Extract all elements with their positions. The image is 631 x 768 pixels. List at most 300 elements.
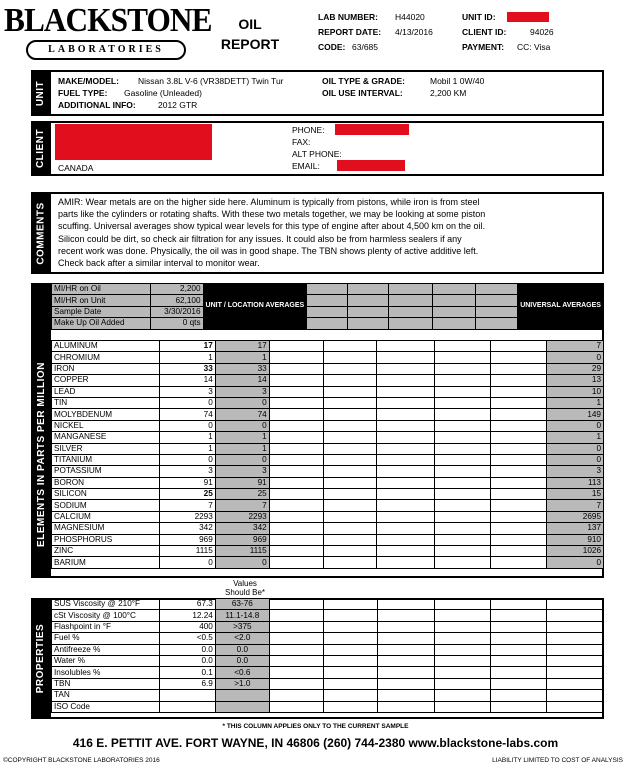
element-average: 1 <box>215 443 269 454</box>
element-name: CALCIUM <box>52 511 160 522</box>
empty-cell <box>377 489 435 500</box>
element-name: CHROMIUM <box>52 352 160 363</box>
empty-cell <box>491 477 547 488</box>
element-universal: 0 <box>547 557 604 568</box>
values-header-line2: Should Be* <box>224 588 266 597</box>
element-average: 91 <box>215 477 269 488</box>
empty-cell <box>491 667 547 678</box>
empty-cell <box>269 500 323 511</box>
title-line-1: OIL <box>238 16 262 32</box>
empty-cell <box>269 534 323 545</box>
empty-cell <box>433 306 475 317</box>
element-value: 0 <box>159 420 215 431</box>
property-row <box>52 667 604 678</box>
empty-cell <box>377 678 435 689</box>
empty-cell <box>269 690 323 701</box>
empty-cell <box>435 409 491 420</box>
liability-note: LIABILITY LIMITED TO COST OF ANALYSIS <box>492 757 623 764</box>
comments-text <box>58 196 602 269</box>
empty-cell <box>323 610 377 621</box>
empty-cell <box>435 500 491 511</box>
sample-value: 3/30/2016 <box>151 306 203 317</box>
empty-cell <box>323 432 377 443</box>
property-row <box>52 633 604 644</box>
element-average: 969 <box>215 534 269 545</box>
oil-type-value: Mobil 1 0W/40 <box>430 76 485 86</box>
empty-cell <box>323 523 377 534</box>
property-row <box>52 599 604 610</box>
element-universal: 137 <box>547 523 604 534</box>
empty-cell <box>475 318 517 329</box>
empty-cell <box>377 546 435 557</box>
empty-cell <box>377 534 435 545</box>
empty-cell <box>269 477 323 488</box>
empty-cell <box>547 667 604 678</box>
empty-cell <box>323 500 377 511</box>
empty-cell <box>491 557 547 568</box>
element-value: 0 <box>159 454 215 465</box>
empty-cell <box>491 534 547 545</box>
element-name: ZINC <box>52 546 160 557</box>
empty-cell <box>491 701 547 712</box>
redacted-email <box>337 160 405 171</box>
empty-cell <box>269 466 323 477</box>
element-row <box>52 363 604 374</box>
empty-cell <box>547 701 604 712</box>
element-name: TITANIUM <box>52 454 160 465</box>
logo-sub-text: LABORATORIES <box>26 40 186 60</box>
empty-cell <box>435 375 491 386</box>
oil-interval-label: OIL USE INTERVAL: <box>322 88 403 98</box>
property-row <box>52 644 604 655</box>
empty-cell <box>547 678 604 689</box>
empty-cell <box>323 546 377 557</box>
empty-cell <box>269 667 323 678</box>
property-should-be: >1.0 <box>215 678 269 689</box>
element-row <box>52 466 604 477</box>
empty-cell <box>491 610 547 621</box>
empty-cell <box>377 644 435 655</box>
element-row <box>52 511 604 522</box>
element-row <box>52 341 604 352</box>
empty-cell <box>435 546 491 557</box>
empty-cell <box>269 523 323 534</box>
properties-table <box>51 598 604 713</box>
empty-cell <box>547 655 604 666</box>
element-universal: 15 <box>547 489 604 500</box>
empty-cell <box>377 466 435 477</box>
empty-cell <box>491 511 547 522</box>
property-should-be <box>215 690 269 701</box>
element-name: NICKEL <box>52 420 160 431</box>
property-value <box>159 690 215 701</box>
empty-cell <box>323 341 377 352</box>
empty-cell <box>491 341 547 352</box>
element-name: IRON <box>52 363 160 374</box>
lab-number-value: H44020 <box>395 12 425 22</box>
blackstone-logo <box>4 2 212 62</box>
element-universal: 10 <box>547 386 604 397</box>
property-should-be: 11.1-14.8 <box>215 610 269 621</box>
empty-cell <box>377 523 435 534</box>
empty-cell <box>377 557 435 568</box>
element-average: 0 <box>215 454 269 465</box>
copyright: ©COPYRIGHT BLACKSTONE LABORATORIES 2016 <box>3 757 160 764</box>
comment-line: Silicon could be dirt, so check air filtration for any issues. It could also be from harmless sealers if any <box>58 233 462 244</box>
element-row <box>52 500 604 511</box>
element-universal: 1 <box>547 397 604 408</box>
element-average: 1 <box>215 352 269 363</box>
report-date-value: 4/13/2016 <box>395 27 433 37</box>
property-row <box>52 610 604 621</box>
empty-cell <box>475 295 517 306</box>
fuel-type-value: Gasoline (Unleaded) <box>124 88 202 98</box>
empty-cell <box>491 454 547 465</box>
empty-cell <box>491 523 547 534</box>
empty-cell <box>475 306 517 317</box>
client-side-label: CLIENT <box>31 121 51 176</box>
redacted-unit-id <box>507 12 549 22</box>
empty-cell <box>435 523 491 534</box>
property-value: 400 <box>159 621 215 632</box>
property-name: Insolubles % <box>52 667 160 678</box>
empty-cell <box>435 621 491 632</box>
empty-cell <box>435 534 491 545</box>
oil-interval-value: 2,200 KM <box>430 88 467 98</box>
empty-cell <box>377 420 435 431</box>
empty-cell <box>323 621 377 632</box>
property-name: TAN <box>52 690 160 701</box>
empty-cell <box>323 489 377 500</box>
element-row <box>52 454 604 465</box>
element-name: MAGNESIUM <box>52 523 160 534</box>
empty-cell <box>491 352 547 363</box>
element-value: 969 <box>159 534 215 545</box>
property-value: <0.5 <box>159 633 215 644</box>
element-name: BARIUM <box>52 557 160 568</box>
empty-cell <box>377 621 435 632</box>
element-row <box>52 523 604 534</box>
property-value: 0.0 <box>159 655 215 666</box>
sample-row <box>52 284 604 295</box>
empty-cell <box>435 633 491 644</box>
empty-cell <box>323 420 377 431</box>
element-name: MOLYBDENUM <box>52 409 160 420</box>
sample-side-bar <box>31 283 51 330</box>
property-value: 0.1 <box>159 667 215 678</box>
element-value: 342 <box>159 523 215 534</box>
empty-cell <box>435 644 491 655</box>
element-value: 17 <box>159 341 215 352</box>
element-average: 2293 <box>215 511 269 522</box>
empty-cell <box>435 341 491 352</box>
element-row <box>52 386 604 397</box>
universal-averages-header: UNIVERSAL AVERAGES <box>518 284 604 330</box>
empty-cell <box>491 466 547 477</box>
element-name: SILICON <box>52 489 160 500</box>
element-universal: 0 <box>547 352 604 363</box>
sample-label: MI/HR on Oil <box>52 284 151 295</box>
sample-label: MI/HR on Unit <box>52 295 151 306</box>
empty-cell <box>435 432 491 443</box>
comment-line: Check back after a similar interval to monitor wear. <box>58 258 260 269</box>
element-universal: 29 <box>547 363 604 374</box>
empty-cell <box>323 557 377 568</box>
empty-cell <box>269 443 323 454</box>
element-value: 14 <box>159 375 215 386</box>
property-row <box>52 690 604 701</box>
empty-cell <box>323 409 377 420</box>
empty-cell <box>307 306 348 317</box>
client-country: CANADA <box>58 163 94 173</box>
redacted-phone <box>335 124 409 135</box>
element-value: 1 <box>159 432 215 443</box>
empty-cell <box>269 678 323 689</box>
element-name: COPPER <box>52 375 160 386</box>
element-value: 0 <box>159 397 215 408</box>
empty-cell <box>323 534 377 545</box>
empty-cell <box>269 644 323 655</box>
property-name: TBN <box>52 678 160 689</box>
property-row <box>52 655 604 666</box>
empty-cell <box>435 397 491 408</box>
empty-cell <box>491 363 547 374</box>
empty-cell <box>491 375 547 386</box>
element-universal: 1 <box>547 432 604 443</box>
property-name: SUS Viscosity @ 210°F <box>52 599 160 610</box>
element-universal: 149 <box>547 409 604 420</box>
column-note: * THIS COLUMN APPLIES ONLY TO THE CURRENT SAMPLE <box>222 723 409 730</box>
empty-cell <box>491 489 547 500</box>
property-row <box>52 701 604 712</box>
empty-cell <box>435 352 491 363</box>
empty-cell <box>307 295 348 306</box>
empty-cell <box>377 701 435 712</box>
empty-cell <box>435 557 491 568</box>
empty-cell <box>269 375 323 386</box>
property-value: 0.0 <box>159 644 215 655</box>
element-value: 7 <box>159 500 215 511</box>
empty-cell <box>377 454 435 465</box>
empty-cell <box>269 621 323 632</box>
empty-cell <box>323 511 377 522</box>
element-name: SILVER <box>52 443 160 454</box>
empty-cell <box>269 599 323 610</box>
comment-line: recent work was done. Physically, the oil was in good shape. The TBN shows plenty of active additive left. <box>58 245 479 256</box>
comment-line: AMIR: Wear metals are on the higher side here. Aluminum is typically from pistons, while iron is from steel <box>58 197 480 207</box>
empty-cell <box>323 667 377 678</box>
code-label: CODE: <box>318 42 346 52</box>
property-value: 6.9 <box>159 678 215 689</box>
comments-side-label: COMMENTS <box>31 192 51 274</box>
element-average: 3 <box>215 466 269 477</box>
empty-cell <box>377 500 435 511</box>
empty-cell <box>377 511 435 522</box>
element-row <box>52 420 604 431</box>
empty-cell <box>435 511 491 522</box>
empty-cell <box>269 701 323 712</box>
empty-cell <box>491 420 547 431</box>
empty-cell <box>435 454 491 465</box>
empty-cell <box>377 397 435 408</box>
element-universal: 0 <box>547 443 604 454</box>
empty-cell <box>269 386 323 397</box>
empty-cell <box>377 352 435 363</box>
empty-cell <box>491 599 547 610</box>
element-name: LEAD <box>52 386 160 397</box>
empty-cell <box>547 621 604 632</box>
empty-cell <box>323 678 377 689</box>
element-row <box>52 352 604 363</box>
element-value: 3 <box>159 466 215 477</box>
empty-cell <box>389 306 433 317</box>
empty-cell <box>269 352 323 363</box>
empty-cell <box>435 477 491 488</box>
element-value: 1 <box>159 443 215 454</box>
element-value: 0 <box>159 557 215 568</box>
code-value: 63/685 <box>352 42 378 52</box>
empty-cell <box>389 284 433 295</box>
element-row <box>52 477 604 488</box>
element-row <box>52 534 604 545</box>
element-name: ALUMINUM <box>52 341 160 352</box>
lab-number-label: LAB NUMBER: <box>318 12 378 22</box>
empty-cell <box>491 644 547 655</box>
property-value: 67.3 <box>159 599 215 610</box>
empty-cell <box>491 655 547 666</box>
empty-cell <box>269 341 323 352</box>
empty-cell <box>491 678 547 689</box>
sample-label: Make Up Oil Added <box>52 318 151 329</box>
alt-phone-label: ALT PHONE: <box>292 149 342 159</box>
empty-cell <box>323 633 377 644</box>
empty-cell <box>389 295 433 306</box>
empty-cell <box>435 610 491 621</box>
empty-cell <box>348 306 389 317</box>
empty-cell <box>491 621 547 632</box>
empty-cell <box>323 655 377 666</box>
property-row <box>52 621 604 632</box>
property-should-be: 63-76 <box>215 599 269 610</box>
empty-cell <box>269 546 323 557</box>
logo-main-text: BLACKSTONE <box>4 2 212 39</box>
element-value: 25 <box>159 489 215 500</box>
title-line-2: REPORT <box>220 36 280 52</box>
element-average: 33 <box>215 363 269 374</box>
unit-id-label: UNIT ID: <box>462 12 496 22</box>
empty-cell <box>323 701 377 712</box>
sample-info-table <box>51 283 604 330</box>
client-id-value: 94026 <box>530 27 554 37</box>
empty-cell <box>491 546 547 557</box>
element-universal: 1026 <box>547 546 604 557</box>
element-name: MANGANESE <box>52 432 160 443</box>
empty-cell <box>433 295 475 306</box>
empty-cell <box>547 644 604 655</box>
unit-averages-header: UNIT / LOCATION AVERAGES <box>203 284 307 330</box>
empty-cell <box>323 466 377 477</box>
property-name: Water % <box>52 655 160 666</box>
empty-cell <box>435 701 491 712</box>
element-name: PHOSPHORUS <box>52 534 160 545</box>
empty-cell <box>377 477 435 488</box>
empty-cell <box>491 386 547 397</box>
empty-cell <box>348 284 389 295</box>
empty-cell <box>377 633 435 644</box>
element-value: 3 <box>159 386 215 397</box>
element-universal: 13 <box>547 375 604 386</box>
element-row <box>52 397 604 408</box>
property-should-be: 0.0 <box>215 644 269 655</box>
values-header-line1: Values <box>233 579 257 588</box>
empty-cell <box>491 690 547 701</box>
property-name: Flashpoint in °F <box>52 621 160 632</box>
fuel-type-label: FUEL TYPE: <box>58 88 108 98</box>
empty-cell <box>269 557 323 568</box>
empty-cell <box>323 599 377 610</box>
payment-value: CC: Visa <box>517 42 551 52</box>
element-value: 1 <box>159 352 215 363</box>
empty-cell <box>307 318 348 329</box>
empty-cell <box>323 363 377 374</box>
empty-cell <box>435 466 491 477</box>
empty-cell <box>269 633 323 644</box>
element-average: 0 <box>215 397 269 408</box>
redacted-client-address <box>55 124 212 160</box>
empty-cell <box>377 409 435 420</box>
empty-cell <box>547 690 604 701</box>
empty-cell <box>377 610 435 621</box>
empty-cell <box>547 610 604 621</box>
property-should-be: 0.0 <box>215 655 269 666</box>
empty-cell <box>269 432 323 443</box>
empty-cell <box>435 667 491 678</box>
empty-cell <box>269 409 323 420</box>
element-average: 1 <box>215 432 269 443</box>
empty-cell <box>348 295 389 306</box>
element-name: TIN <box>52 397 160 408</box>
empty-cell <box>475 284 517 295</box>
empty-cell <box>377 667 435 678</box>
payment-label: PAYMENT: <box>462 42 505 52</box>
element-row <box>52 557 604 568</box>
properties-side-label: PROPERTIES <box>31 598 51 719</box>
empty-cell <box>435 599 491 610</box>
property-name: Antifreeze % <box>52 644 160 655</box>
additional-info-value: 2012 GTR <box>158 100 198 110</box>
empty-cell <box>377 690 435 701</box>
sample-label: Sample Date <box>52 306 151 317</box>
empty-cell <box>269 420 323 431</box>
empty-cell <box>269 610 323 621</box>
report-title <box>210 14 290 54</box>
element-name: BORON <box>52 477 160 488</box>
element-row <box>52 489 604 500</box>
empty-cell <box>323 443 377 454</box>
element-row <box>52 375 604 386</box>
empty-cell <box>433 318 475 329</box>
element-average: 3 <box>215 386 269 397</box>
empty-cell <box>377 655 435 666</box>
elements-side-label: ELEMENTS IN PARTS PER MILLION <box>31 330 51 578</box>
empty-cell <box>323 690 377 701</box>
sample-value: 62,100 <box>151 295 203 306</box>
elements-table <box>51 340 604 569</box>
empty-cell <box>491 500 547 511</box>
empty-cell <box>491 397 547 408</box>
empty-cell <box>491 633 547 644</box>
empty-cell <box>269 397 323 408</box>
